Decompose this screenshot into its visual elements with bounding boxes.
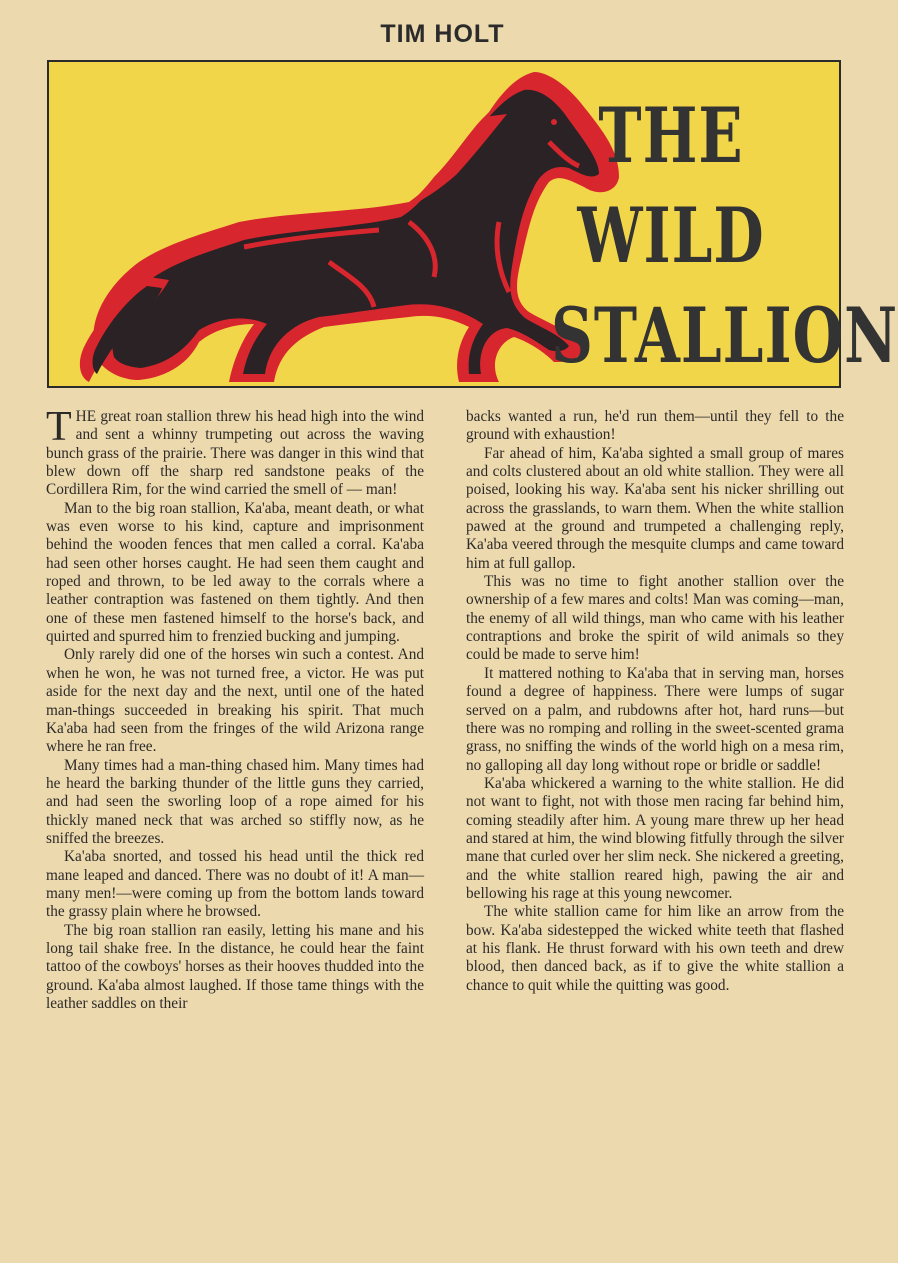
story-paragraph: The big roan stallion ran easily, letting his mane and his long tail shake free. In the distance, he could hear the faint tattoo of the cowboys' horses as their hooves thudded into the ground. Ka'aba almost laughed. If those tame things with the leather saddles on their bbox=[46, 921, 424, 1012]
story-paragraph: It mattered nothing to Ka'aba that in serving man, horses found a degree of happiness. There were lumps of sugar served on a palm, and rubdowns after hot, hard runs—but there was no romping and rolling in the sweet-scented grama grass, no sniffing the winds of the world high on a mesa rim, no galloping all day long without rope or bridle or saddle! bbox=[466, 664, 844, 774]
story-paragraph: THE great roan stallion threw his head high into the wind and sent a whinny trumpeting out across the waving bunch grass of the prairie. There was danger in this wind that blew down off the sharp red sandstone peaks of the Cordillera Rim, for the wind carried the smell of — man! bbox=[46, 404, 424, 499]
drop-cap: T bbox=[46, 404, 72, 450]
story-paragraph: The white stallion came for him like an arrow from the bow. Ka'aba sidestepped the wicked white teeth that flashed at his flank. He thrust forward with his own teeth and drew blood, then danced back, as if to give the white stallion a chance to quit while the quitting was good. bbox=[466, 903, 844, 994]
story-paragraph: Ka'aba whickered a warning to the white stallion. He did not want to fight, not with those men racing far behind him, coming steadily after him. A young mare threw up her head and stared at him, the wind blowing fitfully through the silver mane that curled over her slim neck. She nickered a greeting, and the white stallion reared high, pawing the air and bellowing his rage at this young newcomer. bbox=[466, 774, 844, 902]
story-paragraph: Far ahead of him, Ka'aba sighted a small group of mares and colts clustered about an old white stallion. They were all poised, looking his way. Ka'aba sent his nicker shrilling out across the grasslands, to warn them. When the white stallion pawed at the ground and trumpeted a challenging reply, Ka'aba veered through the mesquite clumps and came toward him at full gallop. bbox=[466, 444, 844, 572]
story-column-left bbox=[46, 404, 424, 1013]
story-title bbox=[551, 91, 898, 381]
story-title-line-2: WILD bbox=[577, 191, 765, 281]
story-paragraph: Only rarely did one of the horses win such a contest. And when he won, he was not turned free, a victor. He was put aside for the next day and the next, until one of the hated man-things succeeded in breaking his spirit. That much Ka'aba had seen from the fringes of the wild Arizona range where he ran free. bbox=[46, 646, 424, 756]
story-paragraph: This was no time to fight another stallion over the ownership of a few mares and colts! Man was coming—man, the enemy of all wild things, man who came with his leather contraptions and broke the spirit of wild animals so they could be made to serve him! bbox=[466, 573, 844, 664]
story-title-line-3: STALLION bbox=[551, 291, 898, 381]
story-paragraph: Many times had a man-thing chased him. Many times had he heard the barking thunder of the little guns they carried, and had seen the sworling loop of a rope aimed for his thickly maned neck that was arched so stiffly now, as he sniffed the breezes. bbox=[46, 756, 424, 847]
story-column-right bbox=[466, 408, 844, 995]
story-title-line-1: THE bbox=[598, 91, 744, 181]
story-paragraph: Man to the big roan stallion, Ka'aba, meant death, or what was even worse to his kind, capture and imprisonment behind the wooden fences that men called a corral. Ka'aba had seen other horses caught. He had seen them caught and roped and thrown, to be led away to the corrals where a leather contraption was fastened on them tightly. And then one of these men fastened himself to the horse's back, and quirted and spurred him to frenzied bucking and jumping. bbox=[46, 499, 424, 646]
title-banner bbox=[47, 60, 898, 388]
page-header-title: TIM HOLT bbox=[380, 20, 505, 48]
story-paragraph-continued: backs wanted a run, he'd run them—until they fell to the ground with exhaustion! bbox=[466, 408, 844, 444]
story-paragraph: Ka'aba snorted, and tossed his head until the thick red mane leaped and danced. There was no doubt of it! A man—many men!—were coming up from the bottom lands toward the grassy plain where he browsed. bbox=[46, 848, 424, 921]
